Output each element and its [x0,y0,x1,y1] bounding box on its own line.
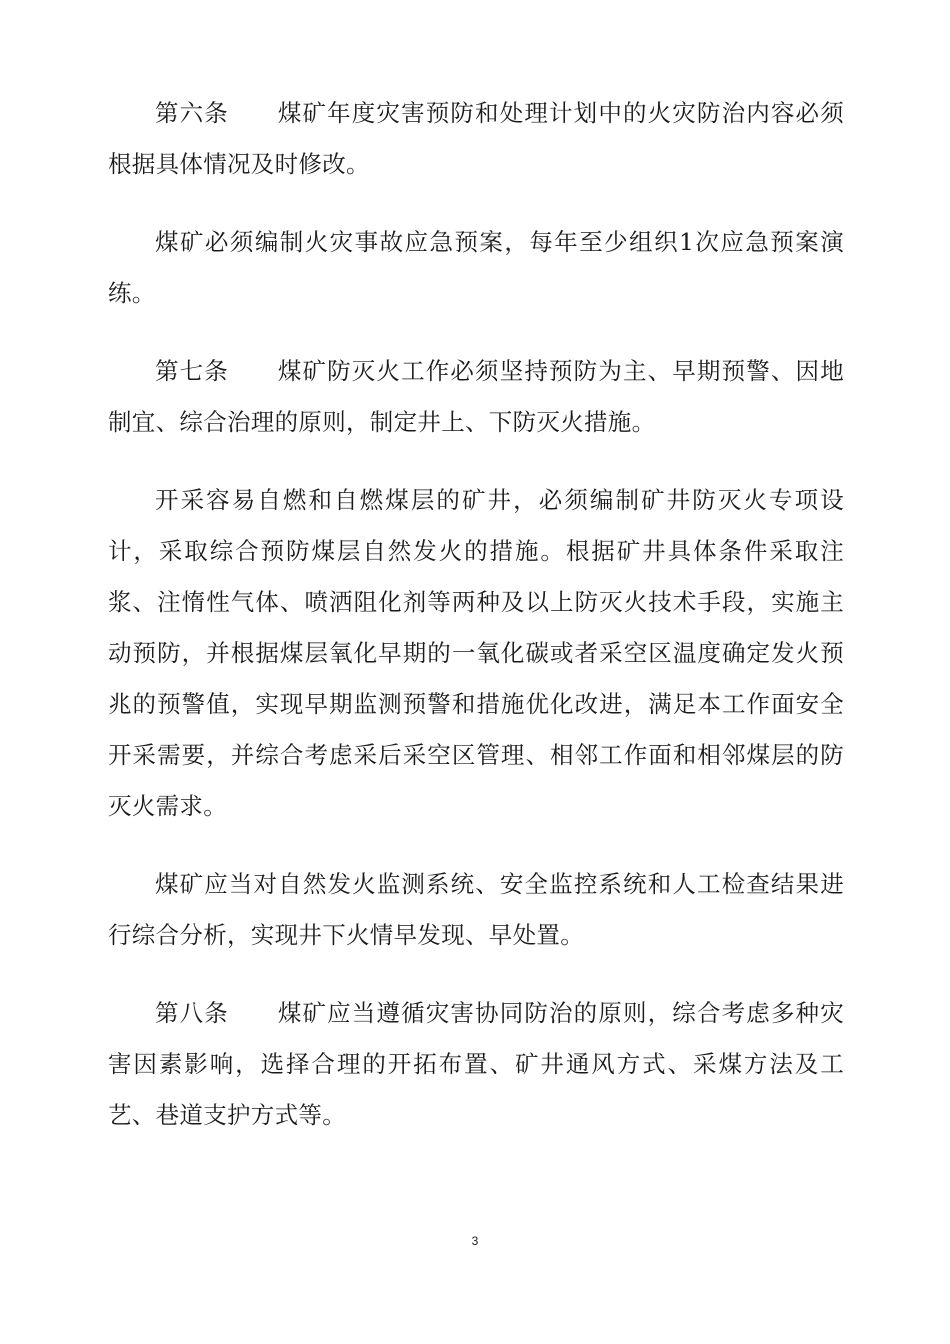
article-number: 第六条 [155,99,229,127]
article-number: 第八条 [155,999,229,1027]
paragraph-text: 煤矿应当遵循灾害协同防治的原则，综合考虑多种灾害因素影响，选择合理的开拓布置、矿井通风方式、采煤方法及工艺、巷道支护方式等。 [108,999,844,1129]
monitoring-analysis-paragraph [108,859,844,961]
paragraph-text: 煤矿应当对自然发火监测系统、安全监控系统和人工检查结果进行综合分析，实现井下火情早发现、早处置。 [108,870,844,949]
paragraph-text: 开采容易自燃和自燃煤层的矿井，必须编制矿井防灭火专项设计，采取综合预防煤层自然发火的措施。根据矿井具体条件采取注浆、注惰性气体、喷洒阻化剂等两种及以上防灭火技术手段，实施主动预防，并根据煤层氧化早期的一氧化碳或者采空区温度确定发火预兆的预警值，实现早期监测预警和措施优化改进，满足本工作面安全开采需要，并综合考虑采后采空区管理、相邻工作面和相邻煤层的防灭火需求。 [108,486,844,820]
article-6-paragraph [108,88,844,190]
article-7-paragraph [108,346,844,448]
paragraph-text: 煤矿年度灾害预防和处理计划中的火灾防治内容必须根据具体情况及时修改。 [108,99,844,178]
document-body [108,88,844,1168]
article-8-paragraph [108,988,844,1141]
paragraph-text: 煤矿防灭火工作必须坚持预防为主、早期预警、因地制宜、综合治理的原则，制定井上、下防灭火措施。 [108,357,844,436]
article-number: 第七条 [155,357,229,385]
paragraph-text: 煤矿必须编制火灾事故应急预案，每年至少组织1次应急预案演练。 [108,228,844,307]
page-number: 3 [471,1234,479,1248]
spontaneous-combustion-paragraph [108,475,844,832]
emergency-plan-paragraph [108,217,844,319]
